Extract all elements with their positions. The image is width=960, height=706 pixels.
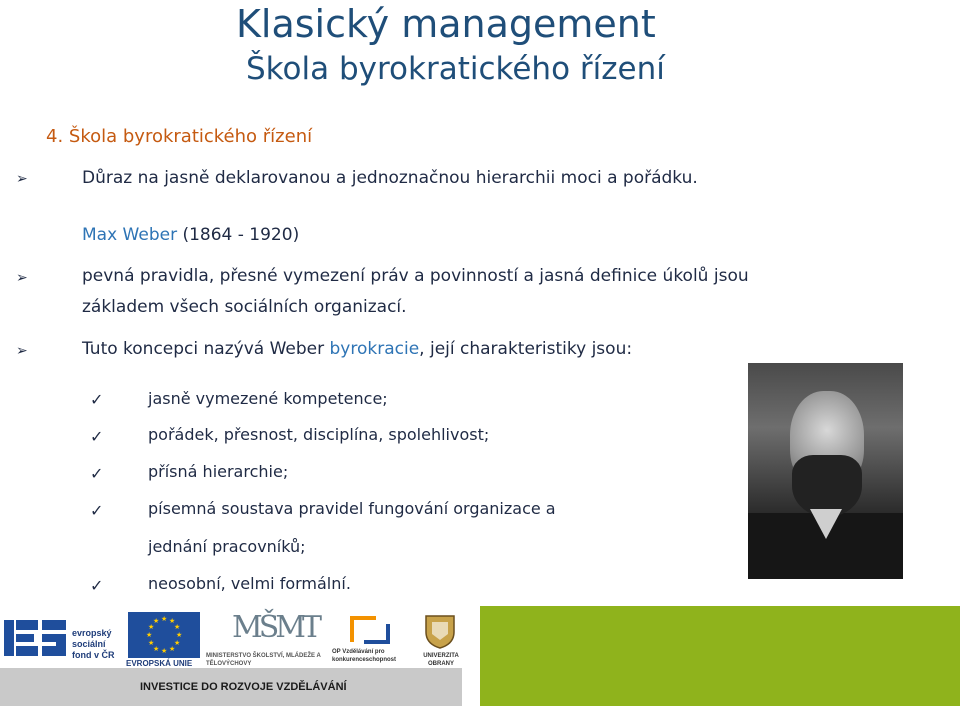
svg-text:★: ★ <box>161 615 168 623</box>
svg-text:★: ★ <box>174 639 181 647</box>
bullet-rules-line1: pevná pravidla, přesné vymezení práv a povinností a jasná definice úkolů jsou <box>82 266 749 286</box>
bullet-emphasis: Důraz na jasně deklarovanou a jednoznačnou hierarchii moci a pořádku. <box>82 168 698 188</box>
max-weber-portrait <box>748 363 903 579</box>
svg-text:★: ★ <box>153 617 160 625</box>
green-panel <box>480 606 960 706</box>
arrow-bullet-icon: ➢ <box>16 171 28 187</box>
svg-text:★: ★ <box>169 617 176 625</box>
bureaucracy-term: byrokracie <box>329 339 420 359</box>
weber-line <box>82 225 299 245</box>
svg-text:★: ★ <box>146 631 153 639</box>
check-item: pořádek, přesnost, disciplína, spolehlivost; <box>148 425 490 444</box>
eu-flag-icon <box>128 612 200 658</box>
esf-label: evropský sociální fond v ČR <box>72 628 115 660</box>
op-label: OP Vzdělávání pro konkurenceschopnost <box>332 649 397 663</box>
check-icon: ✓ <box>90 501 104 520</box>
university-label: UNIVERZITA OBRANY <box>423 653 459 667</box>
svg-text:★: ★ <box>148 623 155 631</box>
arrow-bullet-icon: ➢ <box>16 270 28 286</box>
investment-text: INVESTICE DO ROZVOJE VZDĚLÁVÁNÍ <box>140 681 347 693</box>
check-icon: ✓ <box>90 390 104 409</box>
svg-text:★: ★ <box>153 645 160 653</box>
check-icon: ✓ <box>90 427 104 446</box>
ministry-label: MINISTERSTVO ŠKOLSTVÍ, MLÁDEŽE A TĚLOVÝCHOVY <box>206 653 321 667</box>
bullet-rules-line2: základem všech sociálních organizací. <box>82 297 407 317</box>
svg-text:★: ★ <box>148 639 155 647</box>
check-icon: ✓ <box>90 464 104 483</box>
svg-text:★: ★ <box>174 623 181 631</box>
bullet-bureaucracy-pre: Tuto koncepci nazývá Weber <box>82 339 330 359</box>
check-item-continued: jednání pracovníků; <box>148 537 306 556</box>
eu-label: EVROPSKÁ UNIE <box>126 659 193 668</box>
esf-logo <box>4 612 70 664</box>
weber-years: (1864 - 1920) <box>177 225 300 245</box>
page-title: Klasický management <box>236 2 656 46</box>
svg-text:★: ★ <box>176 631 183 639</box>
university-crest-icon <box>422 612 458 650</box>
svg-text:★: ★ <box>169 645 176 653</box>
page-subtitle: Škola byrokratického řízení <box>246 51 665 87</box>
check-item: neosobní, velmi formální. <box>148 574 351 593</box>
bullet-bureaucracy-post: , její charakteristiky jsou: <box>419 339 633 359</box>
check-item: písemná soustava pravidel fungování organizace a <box>148 499 556 518</box>
check-item: jasně vymezené kompetence; <box>148 389 388 408</box>
arrow-bullet-icon: ➢ <box>16 343 28 359</box>
check-item: přísná hierarchie; <box>148 462 289 481</box>
svg-text:★: ★ <box>161 647 168 655</box>
ministry-logo: MŠMT <box>232 610 318 645</box>
check-icon: ✓ <box>90 576 104 595</box>
op-logo <box>346 612 396 646</box>
section-heading: 4. Škola byrokratického řízení <box>46 126 313 147</box>
weber-name: Max Weber <box>82 225 178 245</box>
bullet-bureaucracy <box>82 339 632 359</box>
